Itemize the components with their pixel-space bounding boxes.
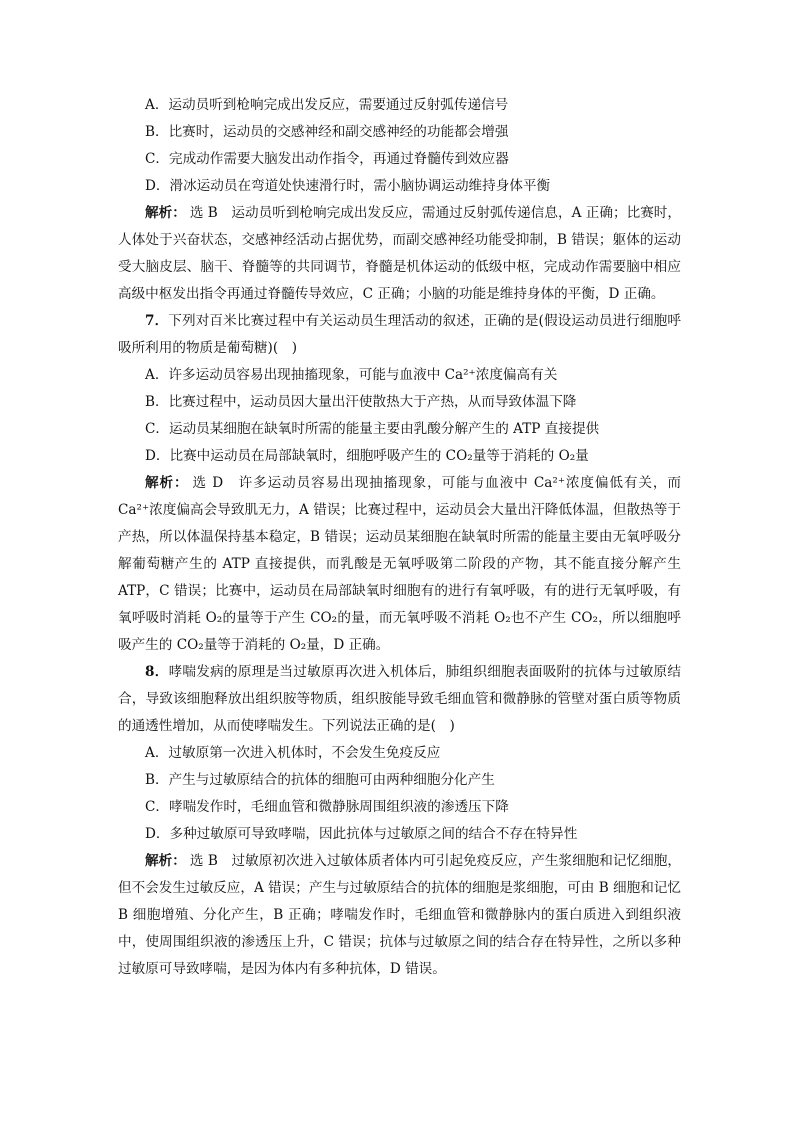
q7-option-a: A．许多运动员容易出现抽搐现象，可能与血液中 Ca²⁺浓度偏高有关 (145, 367, 558, 383)
q6-analysis-text: 运动员听到枪响完成出发反应，需通过反射弧传递信息，A 正确；比赛时，人体处于兴奋状态，交感神经活动占据优势，而副交感神经功能受抑制，B 错误；躯体的运动受大脑皮层、脑干、脊髓等的共同调节，脊髓是机体运动的低级中枢，完成动作需要脑中相应高级中枢发出指令再通过脊髓传导效应，C 正确；小脑的功能是维持身体的平衡，D 正确。 (118, 205, 682, 302)
q8-analysis-label: 解析： (145, 853, 186, 869)
q8-option-c: C．哮喘发作时，毛细血管和微静脉周围组织液的渗透压下降 (145, 799, 509, 815)
q7-analysis (118, 470, 681, 659)
q7-analysis-label: 解析： (145, 475, 189, 491)
q6-option-d: D．滑冰运动员在弯道处快速滑行时，需小脑协调运动维持身体平衡 (145, 178, 551, 194)
q8-analysis-answer: 选 B (189, 853, 218, 869)
q6-option-b: B．比赛时，运动员的交感神经和副交感神经的功能都会增强 (145, 124, 509, 140)
page-content (118, 92, 681, 983)
q8-number: 8． (145, 664, 169, 680)
q7-stem (118, 308, 681, 362)
q7-stem-text: 下列对百米比赛过程中有关运动员生理活动的叙述，正确的是(假设运动员进行细胞呼吸所利用的物质是葡萄糖)( ) (118, 313, 681, 356)
q7-number: 7． (145, 313, 169, 329)
q8-option-b: B．产生与过敏原结合的抗体的细胞可由两种细胞分化产生 (145, 772, 495, 788)
q8-option-d: D．多种过敏原可导致哮喘，因此抗体与过敏原之间的结合不存在特异性 (145, 826, 578, 842)
q7-option-c: C．运动员某细胞在缺氧时所需的能量主要由乳酸分解产生的 ATP 直接提供 (145, 421, 600, 437)
q8-option-a: A．过敏原第一次进入机体时，不会发生免疫反应 (145, 745, 441, 761)
q7-analysis-answer: 选 D (192, 475, 224, 491)
q8-analysis (118, 848, 681, 983)
q7-analysis-text: 许多运动员容易出现抽搐现象，可能与血液中 Ca²⁺浓度偏低有关，而 Ca²⁺浓度偏高会导致肌无力，A 错误；比赛过程中，运动员会大量出汗降低体温，但散热等于产热，所以体温保持基本稳定，B 错误；运动员某细胞在缺氧时所需的能量主要由无氧呼吸分解葡萄糖产生的 ATP 直接提供，而乳酸是无氧呼吸第二阶段的产物，其不能直接分解产生 ATP，C 错误；比赛中，运动员在局部缺氧时细胞有的进行有氧呼吸，有的进行无氧呼吸，有氧呼吸时消耗 O₂的量等于产生 CO₂的量，而无氧呼吸不消耗 O₂也不产生 CO₂，所以细胞呼吸产生的 CO₂量等于消耗的 O₂量，D 正确。 (118, 475, 682, 653)
q6-analysis-label: 解析： (145, 205, 186, 221)
q6-analysis (118, 200, 681, 308)
q7-option-d: D．比赛中运动员在局部缺氧时，细胞呼吸产生的 CO₂量等于消耗的 O₂量 (145, 448, 589, 464)
q7-option-b: B．比赛过程中，运动员因大量出汗使散热大于产热，从而导致体温下降 (145, 394, 577, 410)
q6-analysis-answer: 选 B (189, 205, 218, 221)
q8-analysis-text: 过敏原初次进入过敏体质者体内可引起免疫反应，产生浆细胞和记忆细胞，但不会发生过敏反应，A 错误；产生与过敏原结合的抗体的细胞是浆细胞，可由 B 细胞和记忆 B 细胞增殖、分化产生，B 正确；哮喘发作时，毛细血管和微静脉内的蛋白质进入到组织液中，使周围组织液的渗透压上升，C 错误；抗体与过敏原之间的结合存在特异性，之所以多种过敏原可导致哮喘，是因为体内有多种抗体，D 错误。 (118, 853, 682, 977)
q8-stem-text: 哮喘发病的原理是当过敏原再次进入机体后，肺组织细胞表面吸附的抗体与过敏原结合，导致该细胞释放出组织胺等物质，组织胺能导致毛细血管和微静脉的管壁对蛋白质等物质的通透性增加，从而使哮喘发生。下列说法正确的是( ) (118, 664, 681, 734)
q6-option-a: A．运动员听到枪响完成出发反应，需要通过反射弧传递信号 (145, 97, 509, 113)
q8-stem (118, 659, 681, 740)
q6-option-c: C．完成动作需要大脑发出动作指令，再通过脊髓传到效应器 (145, 151, 509, 167)
